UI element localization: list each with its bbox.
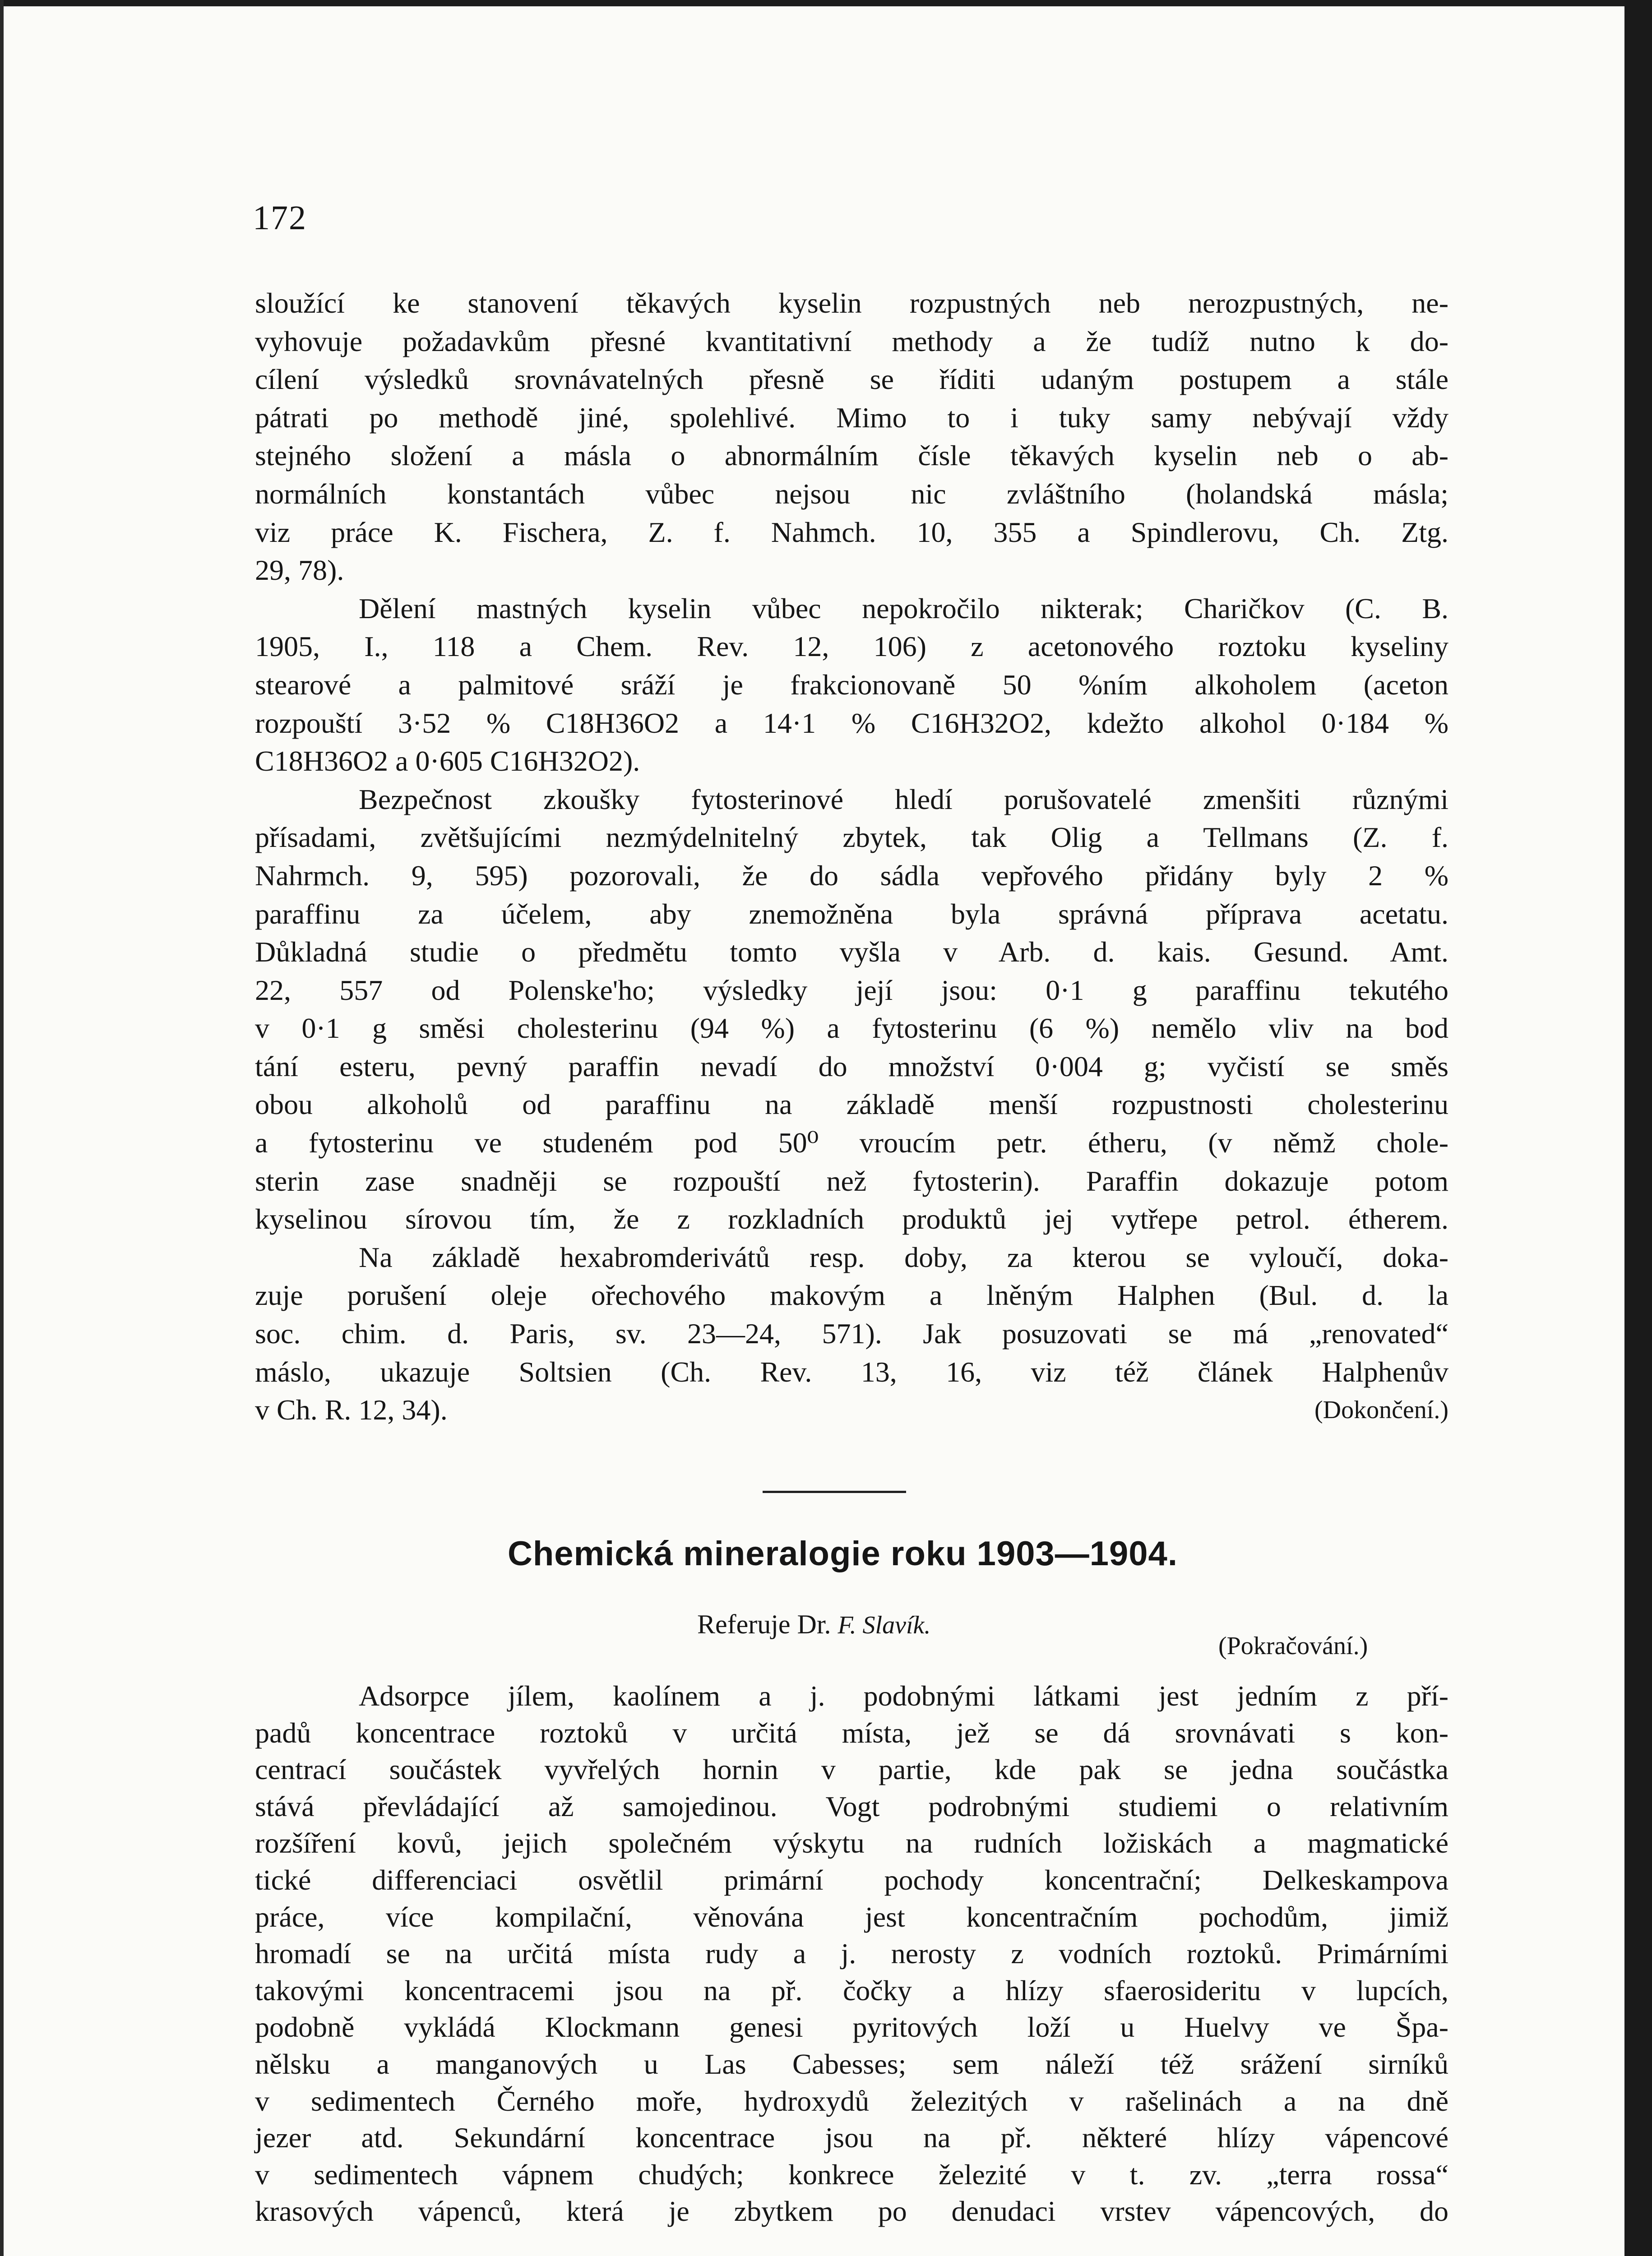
text-line: v sedimentech vápnem chudých; konkrece železité v t. zv. „terra rossa“ (255, 2158, 1448, 2191)
paragraph-1 (255, 284, 1448, 590)
article-title: Chemická mineralogie roku 1903—1904. (508, 1535, 1178, 1573)
text-line: v 0·1 g směsi cholesterinu (94 %) a fytosterinu (6 %) nemělo vliv na bod (255, 1012, 1448, 1045)
paragraph-2 (255, 590, 1448, 781)
article-author (697, 1609, 930, 1640)
author-prefix: Referuje Dr. (697, 1609, 831, 1639)
text-line: 22, 557 od Polenske'ho; výsledky její jsou: 0·1 g paraffinu tekutého (255, 974, 1448, 1006)
text-line: sloužící ke stanovení těkavých kyselin rozpustných neb nerozpustných, ne- (255, 287, 1448, 319)
text-line: paraffinu za účelem, aby znemožněna byla správná příprava acetatu. (255, 897, 1448, 930)
text-line: centrací součástek vyvřelých hornin v partie, kde pak se jedna součástka (255, 1753, 1448, 1786)
section-divider (763, 1491, 906, 1493)
text-line: viz práce K. Fischera, Z. f. Nahmch. 10, 355 a Spindlerovu, Ch. Ztg. (255, 516, 1448, 548)
author-name: F. Slavík. (838, 1611, 931, 1639)
text-line: Dělení mastných kyselin vůbec nepokročilo nikterak; Charičkov (C. B. (359, 592, 1448, 624)
article-body (255, 1678, 1448, 2230)
text-line: podobně vykládá Klockmann genesi pyritových loží u Huelvy ve Špa- (255, 2011, 1448, 2043)
text-line: sterin zase snadněji se rozpouští než fytosterin). Paraffin dokazuje potom (255, 1165, 1448, 1197)
text-line: zuje porušení oleje ořechového makovým a lněným Halphen (Bul. d. la (255, 1279, 1448, 1312)
text-line: jezer atd. Sekundární koncentrace jsou na př. některé hlízy vápencové (255, 2122, 1448, 2154)
text-line-content: v Ch. R. 12, 34). (255, 1394, 448, 1426)
text-line: cílení výsledků srovnávatelných přesně se říditi udaným postupem a stále (255, 363, 1448, 396)
text-line: přísadami, zvětšujícími nezmýdelnitelný zbytek, tak Olig a Tellmans (Z. f. (255, 821, 1448, 854)
text-line: Adsorpce jílem, kaolínem a j. podobnými látkami jest jedním z pří- (359, 1680, 1448, 1712)
text-line: práce, více kompilační, věnována jest koncentračním pochodům, jimiž (255, 1900, 1448, 1933)
text-line: Na základě hexabromderivátů resp. doby, za kterou se vyloučí, doka- (359, 1241, 1448, 1273)
text-line: 29, 78). (255, 554, 344, 587)
body-text-continued (255, 284, 1448, 1429)
text-line: C18H36O2 a 0·605 C16H32O2). (255, 745, 640, 777)
paragraph-4 (255, 1239, 1448, 1429)
scan-edge-right (1624, 0, 1652, 2256)
text-line: normálních konstantách vůbec nejsou nic zvláštního (holandská másla; (255, 477, 1448, 510)
text-line: krasových vápenců, která je zbytkem po denudaci vrstev vápencových, do (255, 2195, 1448, 2228)
text-line: kyselinou sírovou tím, že z rozkladních produktů jej vytřepe petrol. étherem. (255, 1203, 1448, 1235)
end-note: (Dokončení.) (1314, 1396, 1448, 1424)
text-line: rozšíření kovů, jejich společném výskytu na rudních ložiskách a magmatické (255, 1827, 1448, 1859)
paragraph-3 (255, 781, 1448, 1239)
text-line: tání esteru, pevný paraffin nevadí do množství 0·004 g; vyčistí se směs (255, 1050, 1448, 1082)
text-line: vyhovuje požadavkům přesné kvantitativní methody a že tudíž nutno k do- (255, 325, 1448, 357)
text-line: hromadí se na určitá místa rudy a j. nerosty z vodních roztoků. Primárními (255, 1937, 1448, 1970)
text-line: soc. chim. d. Paris, sv. 23—24, 571). Jak posuzovati se má „renovated“ (255, 1318, 1448, 1350)
text-line: stává převládající až samojedinou. Vogt podrobnými studiemi o relativním (255, 1790, 1448, 1822)
text-line: obou alkoholů od paraffinu na základě menší rozpustnosti cholesterinu (255, 1088, 1448, 1121)
text-line: nělsku a manganových u Las Cabesses; sem náleží též srážení sirníků (255, 2048, 1448, 2080)
text-line: Důkladná studie o předmětu tomto vyšla v Arb. d. kais. Gesund. Amt. (255, 936, 1448, 968)
text-line: v sedimentech Černého moře, hydroxydů železitých v rašelinách a na dně (255, 2085, 1448, 2117)
scan-edge-top (0, 0, 1652, 6)
scan-edge-left (0, 0, 4, 2256)
text-line: máslo, ukazuje Soltsien (Ch. Rev. 13, 16, viz též článek Halphenův (255, 1355, 1448, 1388)
text-line: tické differenciaci osvětlil primární pochody koncentrační; Delkeskampova (255, 1863, 1448, 1896)
text-line: takovými koncentracemi jsou na př. čočky a hlízy sfaerosideritu v lupcích, (255, 1974, 1448, 2006)
text-line: a fytosterinu ve studeném pod 50⁰ vroucím petr. étheru, (v němž chole- (255, 1127, 1448, 1159)
text-line: 1905, I., 118 a Chem. Rev. 12, 106) z acetonového roztoku kyseliny (255, 630, 1448, 663)
text-line: Nahrmch. 9, 595) pozorovali, že do sádla vepřového přidány byly 2 % (255, 859, 1448, 892)
text-line: Bezpečnost zkoušky fytosterinové hledí porušovatelé zmenšiti různými (359, 783, 1448, 815)
text-line: stejného složení a másla o abnormálním čísle těkavých kyselin neb o ab- (255, 439, 1448, 472)
text-line: padů koncentrace roztoků v určitá místa, jež se dá srovnávati s kon- (255, 1716, 1448, 1749)
text-line: pátrati po methodě jiné, spolehlivé. Mimo to i tuky samy nebývají vždy (255, 401, 1448, 434)
text-line: stearové a palmitové sráží je frakcionovaně 50 %ním alkoholem (aceton (255, 668, 1448, 701)
text-line: rozpouští 3·52 % C18H36O2 a 14·1 % C16H32O2, kdežto alkohol 0·184 % (255, 707, 1448, 739)
page-number: 172 (253, 199, 307, 237)
continued-note: (Pokračování.) (1218, 1632, 1368, 1660)
text-line (255, 1391, 1448, 1429)
